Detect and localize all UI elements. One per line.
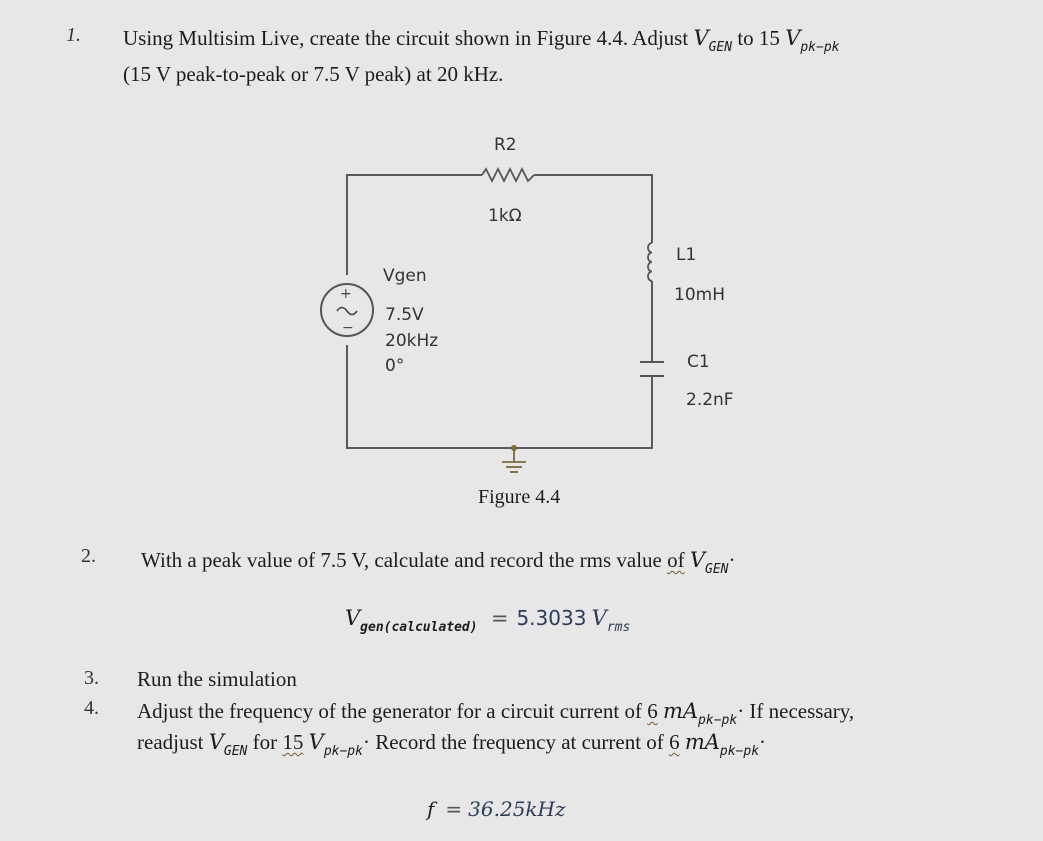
ac-source-vgen	[321, 284, 373, 336]
item-2-of: of	[667, 548, 685, 572]
figure-caption: Figure 4.4	[478, 486, 561, 508]
item-1-text-b: to 15	[732, 26, 786, 50]
item-2-text-end: ·	[728, 548, 736, 572]
item-4-line-1	[137, 699, 855, 728]
vgen-amplitude: 7.5V	[385, 305, 424, 325]
item-1-line-2: (15 V peak-to-peak or 7.5 V peak) at 20 kHz.	[123, 62, 504, 86]
item-4-unit-3: mA	[684, 730, 720, 754]
item-1-var: V	[693, 26, 709, 50]
r2-label: R2	[494, 135, 517, 155]
frequency-answer-value: 36.25kHz	[468, 797, 566, 821]
item-1-var2-sub: pk−pk	[800, 40, 840, 55]
svg-text:−: −	[342, 320, 354, 336]
wire-c1-bottom	[514, 376, 652, 448]
item-4-var2: V	[308, 730, 324, 754]
vgen-answer-unit-sub: rms	[606, 620, 631, 635]
svg-text:+: +	[340, 286, 352, 302]
item-4-text-e: · Record the frequency at current of	[362, 730, 670, 754]
item-3-number: 3.	[84, 667, 99, 689]
item-4-text-b: · If necessary,	[737, 699, 855, 723]
c1-label: C1	[687, 352, 710, 372]
inductor-l1	[648, 243, 652, 281]
vgen-phase: 0°	[385, 356, 405, 376]
item-4-amount: 6	[647, 699, 658, 723]
item-1-text-a: Using Multisim Live, create the circuit shown in Figure 4.4. Adjust	[123, 26, 694, 50]
l1-label: L1	[676, 245, 697, 265]
item-4-amount-3: 6	[669, 730, 680, 754]
item-4-number: 4.	[84, 697, 99, 719]
c1-value: 2.2nF	[686, 390, 734, 410]
item-4-unit: mA	[662, 699, 699, 723]
item-4-text-c: readjust	[137, 730, 209, 754]
item-4-var2-sub: pk−pk	[323, 744, 363, 759]
r2-value: 1kΩ	[488, 206, 522, 226]
item-4-text-a: Adjust the frequency of the generator for a circuit current of	[137, 699, 648, 723]
wire-left-lower	[347, 345, 514, 448]
item-4-var-sub: GEN	[223, 744, 248, 759]
resistor-r2	[482, 169, 534, 181]
vgen-label: Vgen	[383, 266, 427, 286]
wire-left	[347, 175, 482, 275]
vgen-answer-lhs: V	[345, 606, 361, 630]
item-4-text-d: for	[247, 730, 283, 754]
frequency-answer-lhs: f	[427, 797, 435, 821]
vgen-answer-eq: =	[490, 606, 509, 630]
item-1-number: 1.	[66, 24, 81, 46]
item-4-var: V	[208, 730, 224, 754]
vgen-frequency: 20kHz	[385, 331, 439, 351]
ground-symbol	[502, 445, 526, 472]
item-2-text-a: With a peak value of 7.5 V, calculate and record the rms value	[141, 548, 668, 572]
item-1-var2: V	[785, 26, 801, 50]
item-2-number: 2.	[81, 545, 96, 567]
item-4-unit-3-sub: pk−pk	[719, 744, 760, 759]
vgen-answer-value: 5.3033	[516, 606, 587, 630]
item-1-var-sub: GEN	[708, 40, 733, 55]
item-2-var: V	[689, 548, 706, 572]
frequency-answer	[427, 797, 566, 822]
capacitor-c1	[640, 362, 664, 376]
frequency-answer-eq: =	[445, 797, 463, 821]
item-4-line-2	[137, 730, 767, 759]
item-3-text: Run the simulation	[137, 667, 297, 691]
vgen-answer	[345, 606, 631, 635]
l1-value: 10mH	[674, 285, 725, 305]
vgen-answer-unit: V	[591, 606, 607, 630]
wire-top-right	[534, 175, 652, 243]
item-4-amount-2: 15	[282, 730, 304, 754]
item-2-var-sub: GEN	[705, 562, 729, 577]
vgen-answer-sub: gen(calculated)	[360, 620, 478, 635]
item-4-text-f: ·	[759, 730, 767, 754]
item-4-unit-sub: pk−pk	[698, 713, 738, 728]
item-2-text	[141, 548, 736, 577]
